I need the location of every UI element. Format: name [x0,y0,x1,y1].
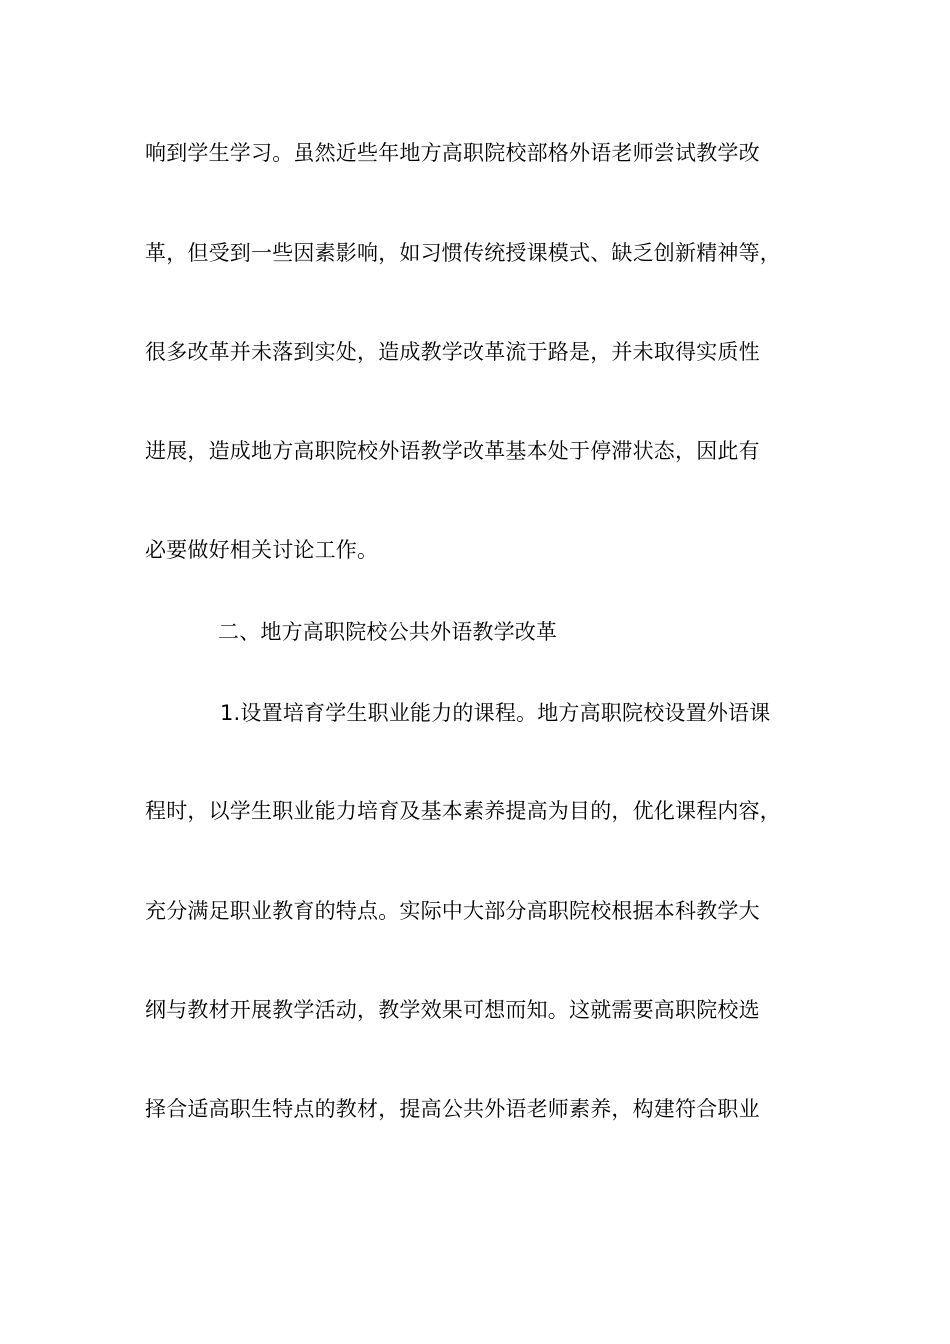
paragraph-line: 纲与教材开展教学活动，教学效果可想而知。这就需要高职院校选 [145,998,760,1022]
paragraph-line: 进展，造成地方高职院校外语教学改革基本处于停滞状态，因此有 [145,439,760,463]
section-heading: 二、地方高职院校公共外语教学改革 [218,620,558,644]
paragraph-line: 革，但受到一些因素影响，如习惯传统授课模式、缺乏创新精神等， [145,241,781,265]
paragraph-line: 充分满足职业教育的特点。实际中大部分高职院校根据本科教学大 [145,899,760,923]
paragraph-line: 程时，以学生职业能力培育及基本素养提高为目的，优化课程内容， [145,799,781,823]
paragraph-line: 很多改革并未落到实处，造成教学改革流于路是，并未取得实质性 [145,340,760,364]
paragraph-line: 择合适高职生特点的教材，提高公共外语老师素养，构建符合职业 [145,1097,760,1121]
paragraph-line: 1.设置培育学生职业能力的课程。地方高职院校设置外语课 [220,701,771,725]
paragraph-line: 必要做好相关讨论工作。 [145,538,379,562]
paragraph-line: 响到学生学习。虽然近些年地方高职院校部格外语老师尝试教学改 [145,141,760,165]
